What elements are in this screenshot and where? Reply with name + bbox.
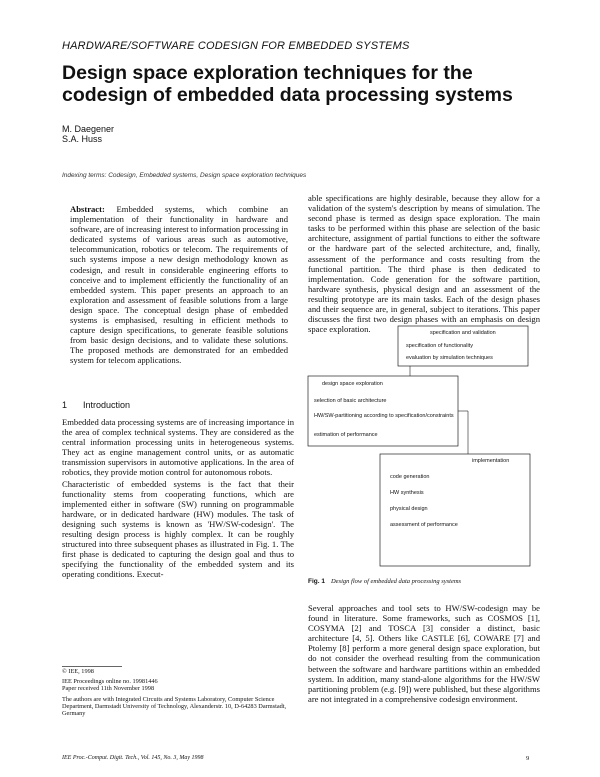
author: S.A. Huss <box>62 134 103 144</box>
phase-item: HW/SW-partitioning according to specification/constraints <box>314 413 454 419</box>
section-number: 1 <box>62 400 68 410</box>
title-line-2: codesign of embedded data processing systems <box>62 84 513 106</box>
phase-title: specification and validation <box>430 330 496 336</box>
footnote-line: Paper received 11th November 1998 <box>62 685 155 693</box>
footnote-line: © IEE, 1998 <box>62 668 94 675</box>
author: M. Daegener <box>62 124 115 134</box>
footnote-line: The authors are with Integrated Circuits and Systems Laboratory, Computer Science Department, Darmstadt University of Technology, Alexanderstr. 10, D-64283 Darmstadt, Germany <box>62 695 287 718</box>
page-number: 9 <box>526 755 530 762</box>
paragraph: Characteristic of embedded systems is the fact that their functionality stems from cooperating functions, which are implemented either in software (SW) running on programmable hardware, or in dedicated hardware (HW) modules. The task of designing such systems is known as 'HW/SW-codesign'. The resulting design process is highly complex. It can be roughly structured into three subsequent phases as illustrated in Fig. 1. The first phase is dedicated to capturing the design goal and thus to specifying the functionality of the embedded system and its operating conditions. Execut- <box>62 478 294 580</box>
section-header: HARDWARE/SOFTWARE CODESIGN FOR EMBEDDED SYSTEMS <box>62 40 410 52</box>
phase-item: specification of functionality <box>406 343 473 349</box>
figure-label: Fig. 1 <box>308 578 325 585</box>
journal-citation: IEE Proc.-Comput. Digit. Tech., Vol. 145, No. 3, May 1998 <box>62 755 204 761</box>
phase-item: code generation <box>390 474 430 480</box>
footnote-divider <box>62 666 122 667</box>
phase-title: design space exploration <box>322 381 383 387</box>
section-heading-introduction <box>62 400 130 410</box>
footnote-line: IEE Proceedings online no. 19981446 <box>62 678 158 686</box>
phase-item: estimation of performance <box>314 432 378 438</box>
section-title: Introduction <box>83 400 131 410</box>
phase-title: implementation <box>472 458 510 464</box>
abstract <box>70 204 288 366</box>
figure-caption <box>308 578 461 585</box>
caption-text: Design flow of embedded data processing systems <box>330 578 462 585</box>
right-column-text: able specifications are highly desirable, because they allow for a validation of the system's description by means of simulation. The second phase is termed as design space exploration. The main tasks to be performed within this phase are selection of the basic architecture, assignment of partial functions to either the software or the hardware part of the selected architecture, and, finally, assessment of the performance and costs resulting from the functional partition. The third phase is then dedicated to implementation. Code generation for the software partition, hardware synthesis, physical design and an assessment of the resulting prototype are its main tasks. Each of the design phases and their sequence are, in general, subject to iterations. This paper discusses the first two design phases with an emphasis on design space exploration. <box>308 193 540 335</box>
paragraph: Embedded data processing systems are of increasing importance in the area of complex technical systems. They are considered as the central information processing units in heterogeneous systems. They act as engine management control units, or as automatic transmission supervisors in automotive applications. In the area of robotics, they provide motion control for autonomous robots. <box>62 417 294 478</box>
introduction-body <box>62 417 294 581</box>
phase-item: selection of basic architecture <box>314 398 387 404</box>
author-list <box>62 124 114 144</box>
abstract-text: Embedded systems, which combine an implementation of their functionality in hardware and software, are of increasing interest to information processing in dedicated systems of various areas such as automotive, telecommunication, robotics or telecom. The requirements of such systems impose a new design methodology known as codesign, and result in considerable engineering efforts to conceive and to implement efficiently the functionality of an embedded system. This paper presents an approach to an exploration and assessment of feasible solutions from a large design space. The conceptual design phase of embedded systems is emphasised, resulting in efficient methods to capture design specifications, to generate feasible solutions from basic design decisions, and to validate these solutions. The proposed methods are demonstrated for an embedded system for telecom applications. <box>70 204 288 366</box>
abstract-label: Abstract: <box>70 204 105 214</box>
phase-item: assessment of performance <box>390 522 458 528</box>
indexing-terms: Indexing terms: Codesign, Embedded systems, Design space exploration techniques <box>62 172 307 179</box>
design-flow-diagram <box>300 318 540 574</box>
paper-title <box>62 62 532 106</box>
right-column-text: Several approaches and tool sets to HW/SW-codesign may be found in literature. Some frameworks, such as COSMOS [1], COSYMA [2] and TOSCA [3] consider a distinct, basic architecture [4, 5]. Others like CASTLE [6], COWARE [7] and Ptolemy [8] perform a more general design space exploration, but do not consider the overhead resulting from the communication between the software and hardware partitions within an embedded system. In addition, many stand-alone algorithms for the HW/SW partitioning problem (e.g. [9]) were published, but these algorithms are not integrated in a comprehensive codesign environment. <box>308 603 540 704</box>
phase-item: evaluation by simulation techniques <box>406 355 493 361</box>
title-line-1: Design space exploration techniques for the <box>62 62 473 84</box>
phase-item: physical design <box>390 506 428 512</box>
footnote <box>62 668 294 717</box>
phase-item: HW synthesis <box>390 490 424 496</box>
